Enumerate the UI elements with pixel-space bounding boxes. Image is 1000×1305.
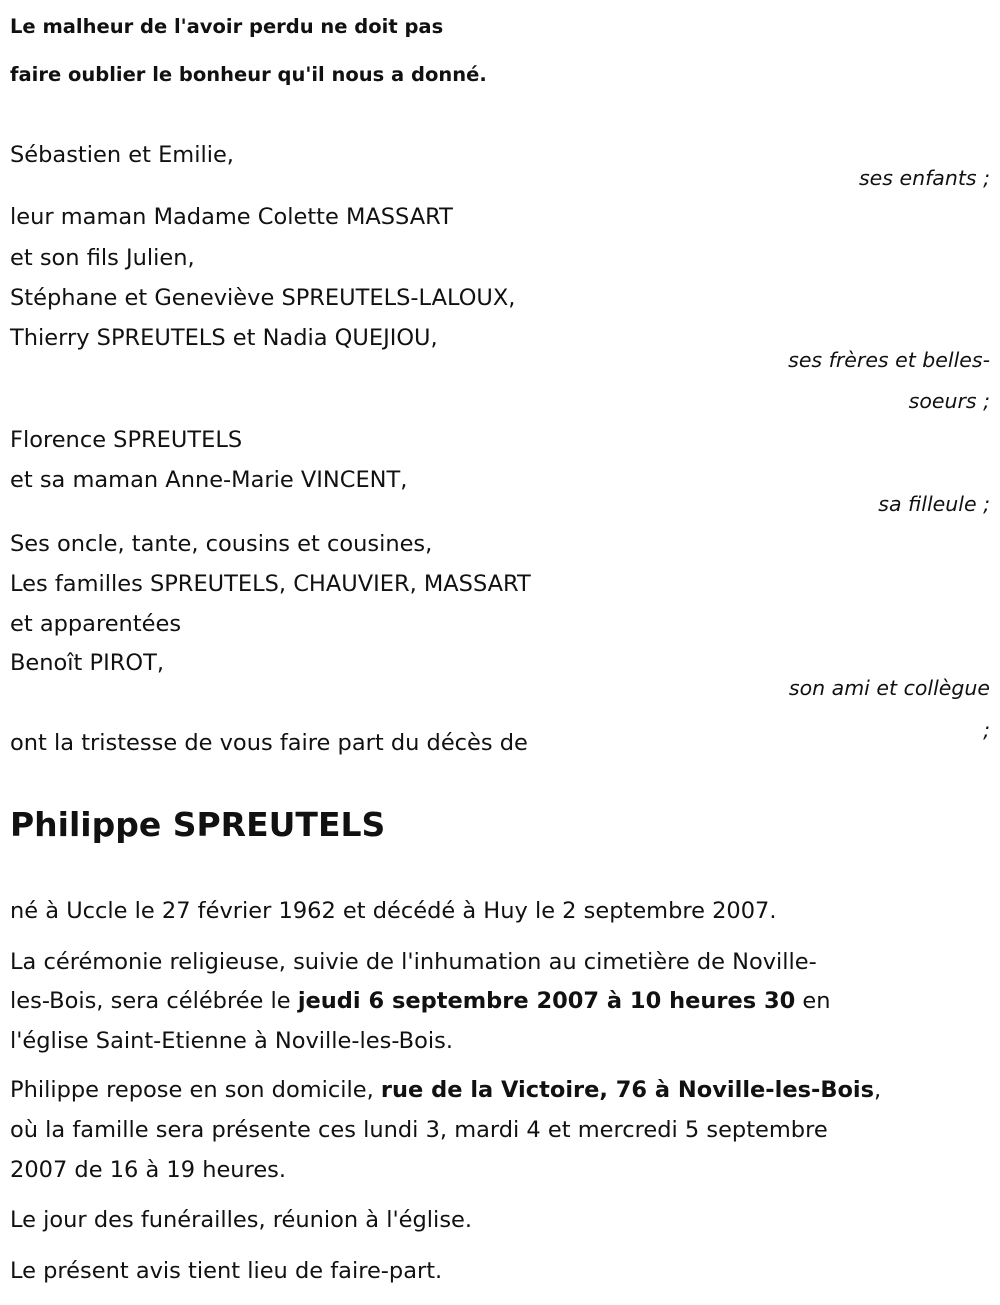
announcement: ont la tristesse de vous faire part du décès de	[10, 730, 528, 756]
rest-text: Philippe repose en son domicile,	[10, 1077, 381, 1103]
ceremony-date: jeudi 6 septembre 2007 à 10 heures 30	[297, 988, 796, 1014]
rest-line	[10, 1075, 881, 1105]
goddaughter-role: sa filleule ;	[878, 492, 990, 516]
ceremony-text: en	[795, 988, 831, 1014]
deceased-name: Philippe SPREUTELS	[10, 805, 386, 844]
rest-line: où la famille sera présente ces lundi 3, mardi 4 et mercredi 5 septembre	[10, 1117, 828, 1143]
children-names: Sébastien et Emilie,	[10, 142, 234, 168]
quote-line-1: Le malheur de l'avoir perdu ne doit pas	[10, 15, 444, 38]
ceremony-line	[10, 986, 831, 1016]
others-line: Benoît PIROT,	[10, 650, 164, 676]
children-role: ses enfants ;	[858, 166, 990, 190]
rest-line: 2007 de 16 à 19 heures.	[10, 1157, 287, 1183]
ceremony-line: l'église Saint-Etienne à Noville-les-Bois.	[10, 1028, 453, 1054]
others-role: son ami et collègue	[788, 676, 990, 700]
sibling-line: et son fils Julien,	[10, 245, 195, 271]
siblings-role: soeurs ;	[908, 389, 990, 413]
rest-text: ,	[874, 1077, 882, 1103]
quote-line-2: faire oublier le bonheur qu'il nous a donné.	[10, 63, 487, 86]
ceremony-line: La cérémonie religieuse, suivie de l'inhumation au cimetière de Noville-	[10, 949, 817, 975]
notice-info: Le présent avis tient lieu de faire-part.	[10, 1258, 443, 1284]
sibling-line: Stéphane et Geneviève SPREUTELS-LALOUX,	[10, 285, 516, 311]
sibling-line: leur maman Madame Colette MASSART	[10, 204, 453, 230]
goddaughter-line: et sa maman Anne-Marie VINCENT,	[10, 467, 408, 493]
others-line: Les familles SPREUTELS, CHAUVIER, MASSART	[10, 571, 531, 597]
ceremony-text: les-Bois, sera célébrée le	[10, 988, 298, 1014]
birth-death: né à Uccle le 27 février 1962 et décédé à Huy le 2 septembre 2007.	[10, 898, 777, 924]
others-line: Ses oncle, tante, cousins et cousines,	[10, 531, 433, 557]
meeting-info: Le jour des funérailles, réunion à l'église.	[10, 1207, 473, 1233]
others-line: et apparentées	[10, 611, 182, 637]
sibling-line: Thierry SPREUTELS et Nadia QUEJIOU,	[10, 325, 438, 351]
goddaughter-line: Florence SPREUTELS	[10, 427, 243, 453]
others-role: ;	[983, 718, 990, 742]
siblings-role: ses frères et belles-	[788, 348, 990, 372]
rest-address: rue de la Victoire, 76 à Noville-les-Bois	[380, 1077, 875, 1103]
